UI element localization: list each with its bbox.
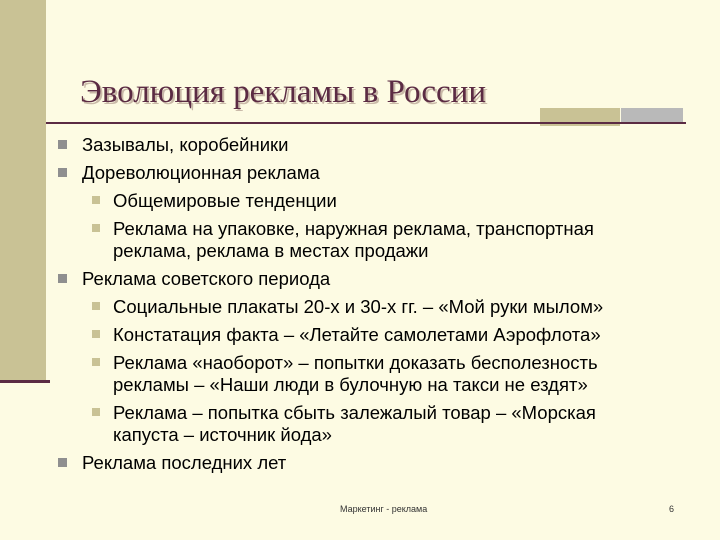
square-bullet-icon (92, 302, 100, 310)
title-accent-block-gray (621, 108, 683, 122)
square-bullet-icon (58, 274, 67, 283)
bullet-item (58, 162, 658, 184)
left-accent-line (0, 380, 50, 383)
title-divider (46, 122, 686, 124)
page-number: 6 (669, 504, 675, 514)
square-bullet-icon (92, 330, 100, 338)
sub-bullet-item (58, 296, 658, 318)
bullet-item (58, 452, 658, 474)
bullet-text: Реклама «наоборот» – попытки доказать бесполезность рекламы – «Наши люди в булочную на такси не ездят» (113, 352, 598, 395)
bullet-item (58, 134, 658, 156)
left-accent-bar (0, 0, 46, 380)
bullet-text: Общемировые тенденции (113, 190, 337, 211)
bullet-text: Реклама на упаковке, наружная реклама, транспортная реклама, реклама в местах продажи (113, 218, 594, 261)
bullet-item (58, 268, 658, 290)
bullet-text: Реклама советского периода (82, 268, 331, 289)
sub-bullet-item (58, 324, 658, 346)
sub-bullet-item (58, 190, 658, 212)
sub-bullet-item (58, 218, 658, 262)
square-bullet-icon (58, 458, 67, 467)
square-bullet-icon (58, 168, 67, 177)
bullet-text: Констатация факта – «Летайте самолетами Аэрофлота» (113, 324, 601, 345)
bullet-text: Реклама – попытка сбыть залежалый товар – «Морская капуста – источник йода» (113, 402, 596, 445)
square-bullet-icon (92, 408, 100, 416)
square-bullet-icon (92, 358, 100, 366)
sub-bullet-item (58, 352, 658, 396)
square-bullet-icon (92, 224, 100, 232)
bullet-list (58, 128, 658, 474)
slide-footer: Маркетинг - реклама (340, 504, 428, 514)
bullet-text: Реклама последних лет (82, 452, 287, 473)
bullet-text: Дореволюционная реклама (82, 162, 320, 183)
square-bullet-icon (92, 196, 100, 204)
bullet-text: Социальные плакаты 20-х и 30-х гг. – «Мой руки мылом» (113, 296, 604, 317)
square-bullet-icon (58, 140, 67, 149)
slide-title: Эволюция рекламы в России (80, 74, 486, 110)
sub-bullet-item (58, 402, 658, 446)
bullet-text: Зазывалы, коробейники (82, 134, 289, 155)
